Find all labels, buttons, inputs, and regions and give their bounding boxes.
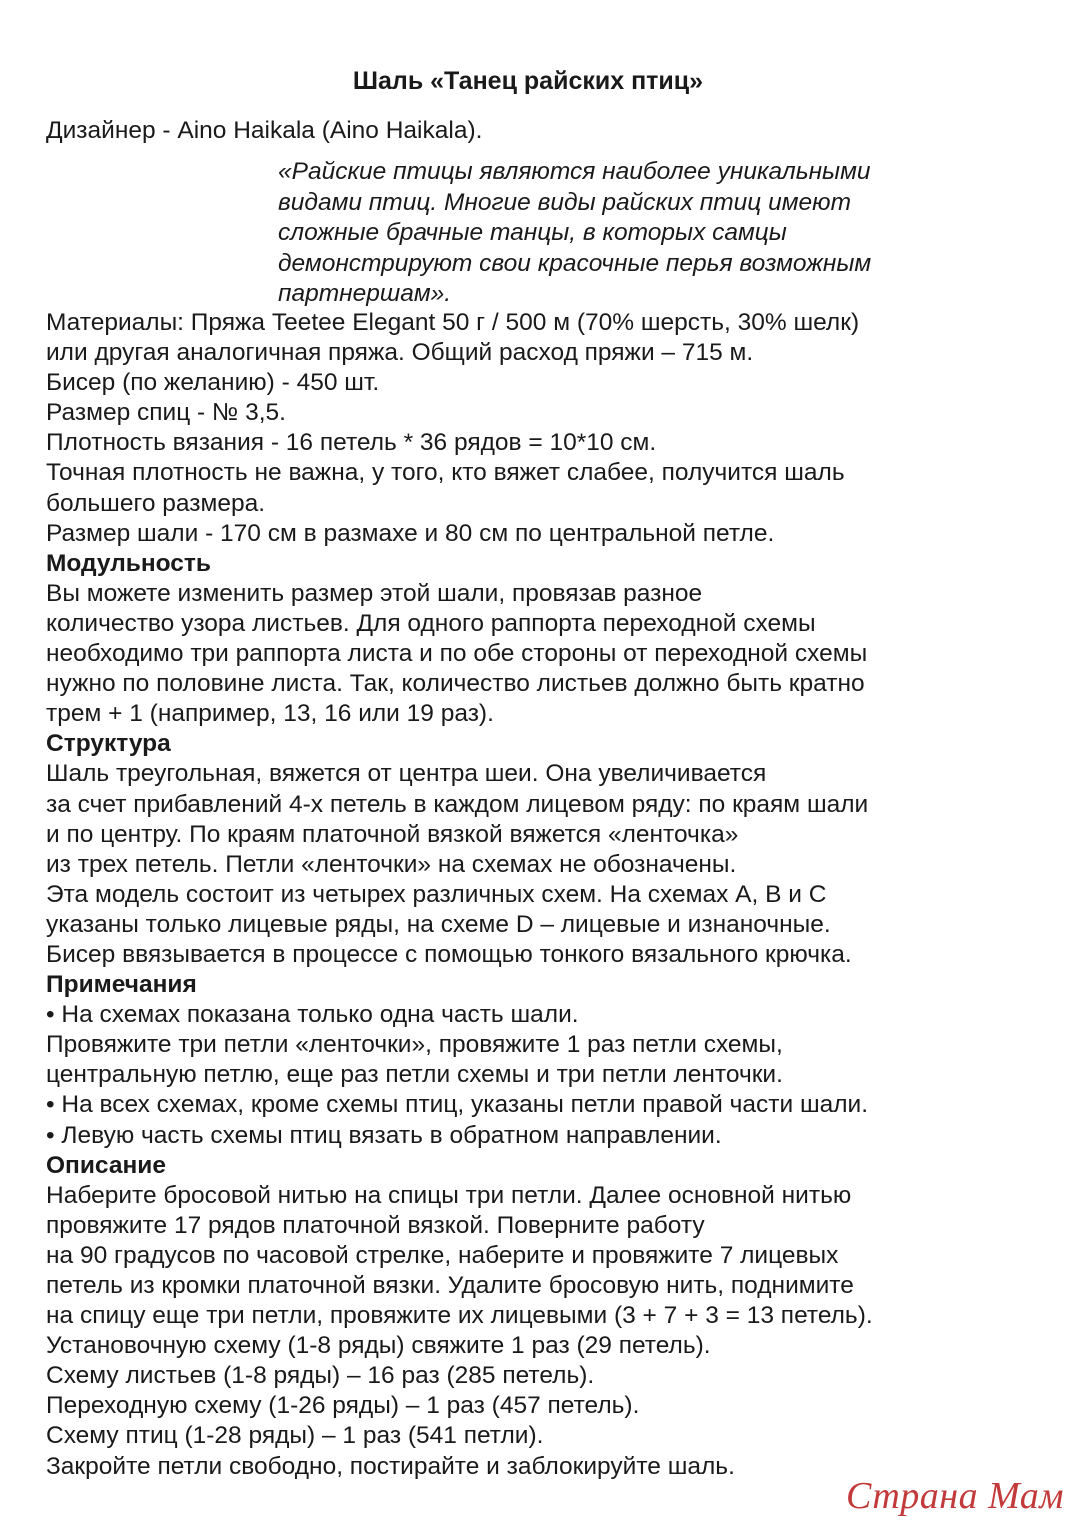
structure-line: Эта модель состоит из четырех различных схем. На схемах A, B и C <box>46 880 827 908</box>
section-heading-notes: Примечания <box>46 971 197 999</box>
quote-line: партнершам». <box>278 280 452 307</box>
notes-line: центральную петлю, еще раз петли схемы и три петли ленточки. <box>46 1061 783 1089</box>
modularity-line: нужно по половине листа. Так, количество листьев должно быть кратно <box>46 670 865 698</box>
quote-line: видами птиц. Многие виды райских птиц имеют <box>278 188 851 216</box>
notes-line: Провяжите три петли «ленточки», провяжите 1 раз петли схемы, <box>46 1031 783 1059</box>
structure-line: Бисер ввязывается в процессе с помощью тонкого вязального крючка. <box>46 940 852 968</box>
description-section <box>46 1151 1070 1482</box>
structure-line: указаны только лицевые ряды, на схеме D – лицевые и изнаночные. <box>46 910 831 938</box>
quote-line: демонстрируют свои красочные перья возможным <box>278 249 872 277</box>
quote-line: сложные брачные танцы, в которых самцы <box>278 219 787 246</box>
materials-line: Размер спиц - № 3,5. <box>46 399 286 427</box>
quote-line: «Райские птицы являются наиболее уникальными <box>278 158 871 185</box>
description-line: на спицу еще три петли, провяжите их лицевыми (3 + 7 + 3 = 13 петель). <box>46 1302 873 1330</box>
description-line: провяжите 17 рядов платочной вязкой. Поверните работу <box>46 1211 705 1239</box>
description-line: Установочную схему (1-8 ряды) свяжите 1 раз (29 петель). <box>46 1332 711 1360</box>
description-line: Закройте петли свободно, постирайте и заблокируйте шаль. <box>46 1452 735 1480</box>
materials-section <box>46 308 1070 549</box>
materials-line: Бисер (по желанию) - 450 шт. <box>46 369 380 397</box>
description-line: Схему птиц (1-28 ряды) – 1 раз (541 петли). <box>46 1422 544 1450</box>
site-watermark: Страна Мам <box>845 1475 1064 1517</box>
modularity-section <box>46 549 1070 730</box>
materials-line: Размер шали - 170 см в размахе и 80 см по центральной петле. <box>46 519 775 547</box>
notes-line: • На схемах показана только одна часть шали. <box>46 1001 579 1029</box>
section-heading-modularity: Модульность <box>46 549 211 577</box>
materials-line: Материалы: Пряжа Teetee Elegant 50 г / 500 м (70% шерсть, 30% шелк) <box>46 309 860 336</box>
modularity-line: Вы можете изменить размер этой шали, провязав разное <box>46 579 703 607</box>
materials-line: Плотность вязания - 16 петель * 36 рядов = 10*10 см. <box>46 429 657 457</box>
materials-line: Точная плотность не важна, у того, кто вяжет слабее, получится шаль <box>46 459 845 487</box>
structure-line: за счет прибавлений 4-х петель в каждом лицевом ряду: по краям шали <box>46 790 869 818</box>
description-line: петель из кромки платочной вязки. Удалите бросовую нить, поднимите <box>46 1272 854 1299</box>
structure-section <box>46 729 1070 970</box>
materials-line: большего размера. <box>46 489 266 517</box>
notes-section <box>46 970 1070 1151</box>
document-body <box>46 308 1070 1482</box>
modularity-line: количество узора листьев. Для одного раппорта переходной схемы <box>46 609 816 637</box>
description-line: Схему листьев (1-8 ряды) – 16 раз (285 петель). <box>46 1362 595 1390</box>
notes-line: • Левую часть схемы птиц вязать в обратном направлении. <box>46 1121 722 1149</box>
epigraph-quote <box>278 157 1058 310</box>
notes-line: • На всех схемах, кроме схемы птиц, указаны петли правой части шали. <box>46 1091 869 1119</box>
description-line: на 90 градусов по часовой стрелке, наберите и провяжите 7 лицевых <box>46 1241 839 1269</box>
designer-line: Дизайнер - Aino Haikala (Aino Haikala). <box>46 117 483 144</box>
description-line: Переходную схему (1-26 ряды) – 1 раз (457 петель). <box>46 1392 640 1420</box>
modularity-line: трем + 1 (например, 13, 16 или 19 раз). <box>46 700 494 728</box>
materials-line: или другая аналогичная пряжа. Общий расход пряжи – 715 м. <box>46 339 754 367</box>
document-title: Шаль «Танец райских птиц» <box>352 67 704 95</box>
section-heading-structure: Структура <box>46 730 171 758</box>
section-heading-description: Описание <box>46 1151 166 1179</box>
description-line: Наберите бросовой нитью на спицы три петли. Далее основной нитью <box>46 1181 852 1209</box>
structure-line: Шаль треугольная, вяжется от центра шеи. Она увеличивается <box>46 760 767 788</box>
structure-line: из трех петель. Петли «ленточки» на схемах не обозначены. <box>46 850 737 878</box>
modularity-line: необходимо три раппорта листа и по обе стороны от переходной схемы <box>46 640 868 668</box>
structure-line: и по центру. По краям платочной вязкой вяжется «ленточка» <box>46 820 739 848</box>
